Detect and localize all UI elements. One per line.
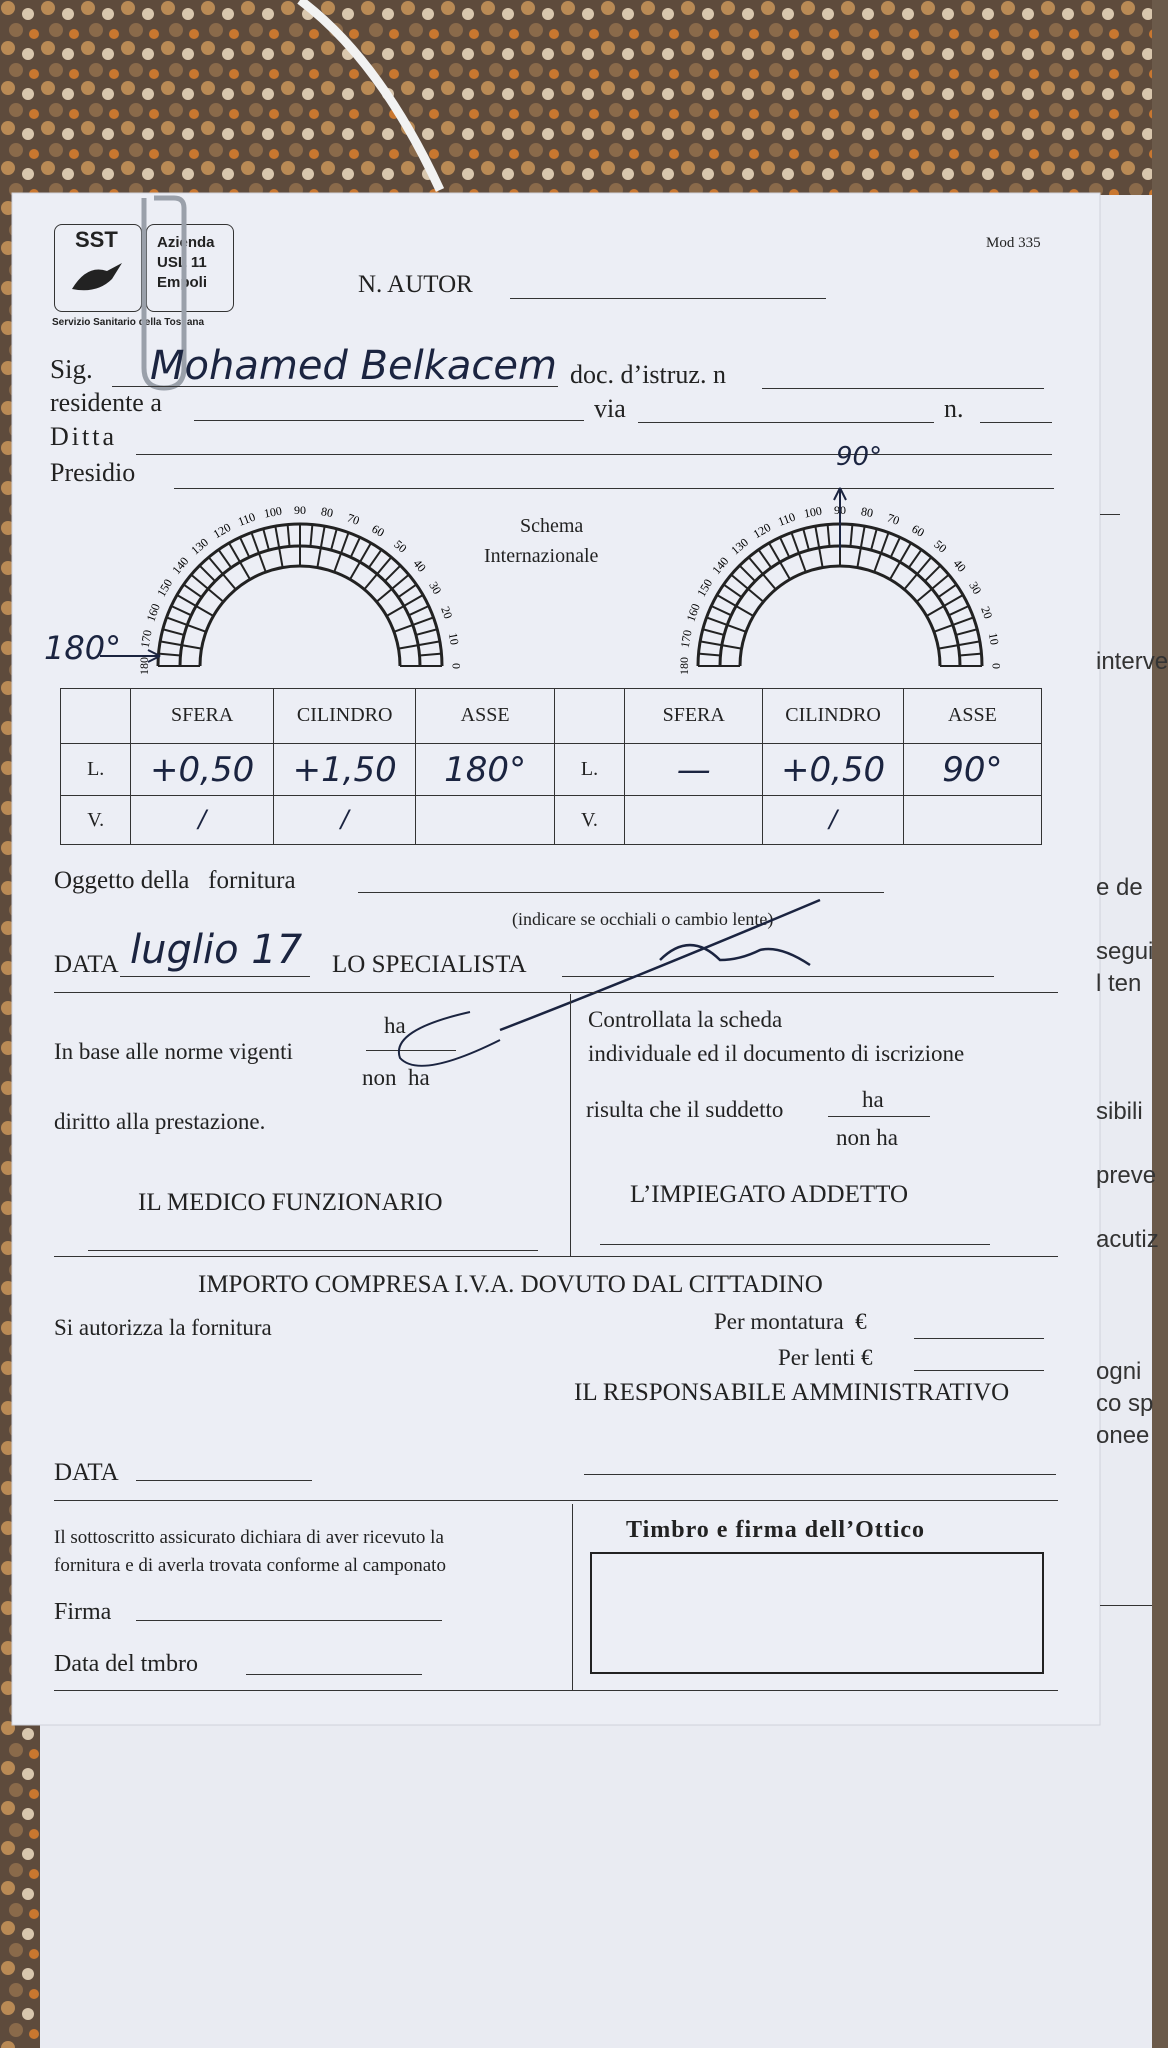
table-header: CILINDRO	[763, 689, 904, 744]
bg-fragment: co sp	[1096, 1390, 1154, 1417]
data-tmbro-label: Data del tmbro	[54, 1651, 198, 1677]
diritto-label: diritto alla prestazione.	[54, 1109, 266, 1134]
dial-label: 80	[860, 504, 875, 521]
right-axis-note: 90°	[836, 442, 883, 472]
via-field[interactable]	[638, 422, 934, 423]
timbro-title: Timbro e firma dell’Ottico	[626, 1517, 926, 1543]
bg-fragment: preve	[1096, 1162, 1157, 1189]
dial-label: 180	[676, 657, 691, 675]
data-value: luglio 17	[130, 927, 303, 973]
medico-label: IL MEDICO FUNZIONARIO	[138, 1189, 443, 1216]
dial-left	[137, 503, 464, 675]
table-cell	[416, 743, 554, 796]
data2-field[interactable]	[136, 1480, 312, 1481]
dial-tick	[163, 629, 184, 635]
dial-tick	[850, 525, 852, 547]
dial-label: 20	[438, 604, 456, 621]
sottoscritto-text-2: fornitura e di averla trovata conforme al camponato	[54, 1555, 446, 1576]
table-cell	[131, 796, 274, 845]
handwritten-value: 180°	[444, 749, 527, 790]
si-autorizza-label: Si autorizza la fornitura	[54, 1315, 272, 1340]
bg-fragment: segui	[1096, 938, 1154, 965]
table-cell	[903, 743, 1041, 796]
table-cell	[273, 743, 416, 796]
dial-tick	[229, 543, 250, 579]
dial-tick	[350, 543, 371, 579]
axis-dials	[0, 440, 1152, 680]
dial-label: 0	[449, 663, 464, 669]
dial-label: 130	[728, 535, 751, 558]
dial-tick	[740, 566, 756, 582]
dial-label: 30	[426, 579, 445, 597]
handwritten-value: /	[829, 805, 838, 834]
ha-option-2[interactable]: ha	[862, 1087, 884, 1112]
bg-fragment: acutiz	[1096, 1226, 1159, 1253]
divider-vertical	[572, 1504, 573, 1690]
dial-tick	[699, 654, 721, 656]
dial-tick	[310, 525, 312, 547]
dial-label: 40	[950, 556, 969, 575]
dial-label: 110	[235, 509, 258, 529]
divider	[54, 1256, 1058, 1257]
non-ha-option[interactable]: non ha	[362, 1065, 430, 1090]
table-cell	[763, 743, 904, 796]
table-cell	[763, 796, 904, 845]
via-label: via	[594, 394, 626, 423]
dial-label: 100	[262, 503, 283, 521]
numero-label: n.	[944, 394, 964, 423]
responsabile-label: IL RESPONSABILE AMMINISTRATIVO	[574, 1379, 1010, 1406]
dial-label: 100	[802, 503, 823, 521]
dial-label: 90	[294, 502, 306, 517]
table-cell	[273, 796, 416, 845]
handwritten-value: +0,50	[780, 749, 886, 790]
dial-tick	[949, 606, 969, 615]
dial-tick	[803, 529, 809, 550]
bg-fragment: ogni	[1096, 1358, 1142, 1385]
controllata-label-2: individuale ed il documento di iscrizione	[588, 1041, 965, 1066]
bg-fragment: sibili	[1096, 1098, 1143, 1125]
dial-tick	[351, 537, 360, 557]
dial-tick	[828, 525, 830, 547]
data-tmbro-field[interactable]	[246, 1674, 422, 1675]
dial-tick	[409, 606, 429, 615]
dial-tick	[960, 654, 982, 656]
dial-label: 50	[391, 537, 410, 556]
handwritten-value: /	[340, 805, 349, 834]
dial-tick	[263, 529, 269, 550]
dial-label: 180	[136, 657, 151, 675]
divider	[54, 992, 1058, 993]
dial-label: 60	[909, 521, 927, 540]
sst-logo-text: SST	[75, 227, 118, 252]
dial-tick	[177, 595, 213, 616]
table-cell	[416, 796, 554, 845]
table-cell	[625, 796, 763, 845]
schema-label-2: Internazionale	[484, 545, 599, 567]
impiegato-field[interactable]	[600, 1244, 990, 1245]
mod-number: Mod 335	[986, 235, 1041, 251]
dial-label: 160	[683, 601, 703, 624]
dial-tick	[717, 595, 753, 616]
dial-label: 20	[978, 604, 996, 621]
dial-tick	[724, 585, 742, 598]
dial-label: 120	[750, 520, 774, 542]
prescription-table	[60, 688, 1042, 845]
dial-tick	[369, 550, 382, 568]
indicare-note: (indicare se occhiali o cambio lente)	[512, 909, 774, 929]
dial-tick	[909, 550, 922, 568]
ha-mark	[380, 1010, 520, 1080]
table-cell	[903, 796, 1041, 845]
dial-label: 60	[369, 521, 387, 540]
firma-label: Firma	[54, 1599, 112, 1625]
risulta-label: risulta che il suddetto	[586, 1097, 784, 1122]
bg-line	[1100, 1605, 1152, 1606]
dial-tick	[416, 629, 437, 635]
handwritten-value: 90°	[942, 749, 1003, 790]
oggetto-label: Oggetto della fornitura	[54, 867, 296, 894]
divider	[54, 1690, 1058, 1691]
dial-label: 90	[834, 502, 846, 517]
bg-fragment: e de	[1096, 874, 1143, 901]
dial-label: 160	[143, 601, 163, 624]
per-montatura-field[interactable]	[914, 1338, 1044, 1339]
dial-arc	[740, 566, 940, 666]
presidio-label: Presidio	[50, 458, 136, 487]
sst-logo	[54, 224, 142, 312]
dial-label: 0	[989, 663, 1004, 669]
bg-fragment: onee	[1096, 1422, 1150, 1449]
dial-tick	[890, 543, 911, 579]
sig-label: Sig.	[50, 354, 93, 384]
doc-istruz-label: doc. d’istruz. n	[570, 360, 726, 389]
table-header: SFERA	[131, 689, 274, 744]
dial-label: 120	[210, 520, 234, 542]
dial-tick	[780, 537, 789, 557]
doc-istruz-field[interactable]	[762, 388, 1044, 389]
dial-label: 10	[445, 631, 462, 646]
handwritten-value: —	[676, 749, 711, 790]
pegasus-icon	[67, 259, 127, 299]
table-cell	[625, 743, 763, 796]
row-label: V.	[61, 796, 131, 845]
firma-field[interactable]	[136, 1620, 442, 1621]
dial-tick	[398, 585, 416, 598]
dial-label: 80	[320, 504, 335, 521]
divider	[54, 1500, 1058, 1501]
dial-label: 10	[985, 631, 1002, 646]
row-label: V.	[554, 796, 624, 845]
dial-label: 70	[345, 510, 362, 528]
dial-tick	[387, 595, 423, 616]
dial-tick	[769, 543, 790, 579]
dial-tick	[925, 566, 941, 582]
data-field[interactable]	[120, 976, 310, 977]
handwritten-value: /	[198, 805, 207, 834]
dial-tick	[956, 629, 977, 635]
per-montatura-label: Per montatura €	[714, 1309, 867, 1334]
sottoscritto-text: Il sottoscritto assicurato dichiara di aver ricevuto la	[54, 1527, 444, 1548]
left-axis-note: 180°	[44, 629, 122, 667]
residente-label: residente a	[50, 388, 162, 417]
dial-tick	[331, 529, 337, 550]
dial-arc	[200, 566, 400, 666]
ha-option[interactable]: ha	[384, 1013, 406, 1038]
dial-label: 110	[775, 509, 798, 529]
table-header: CILINDRO	[273, 689, 416, 744]
dial-tick	[219, 550, 232, 568]
per-lenti-label: Per lenti €	[778, 1345, 873, 1370]
row-label: L.	[554, 743, 624, 796]
logo-footer: Servizio Sanitario della Toscana	[52, 317, 205, 328]
residente-field[interactable]	[194, 420, 584, 421]
handwritten-value: +0,50	[150, 749, 255, 790]
dial-tick	[711, 606, 731, 615]
dial-label: 140	[169, 554, 192, 577]
dial-label: 50	[931, 537, 950, 556]
dial-tick	[200, 566, 216, 582]
per-lenti-field[interactable]	[914, 1370, 1044, 1371]
table-header: ASSE	[903, 689, 1041, 744]
dial-tick	[171, 606, 191, 615]
dial-tick	[891, 537, 900, 557]
responsabile-field[interactable]	[584, 1474, 1056, 1475]
dial-label: 140	[709, 554, 732, 577]
data2-label: DATA	[54, 1459, 119, 1486]
specialista-label: LO SPECIALISTA	[332, 951, 527, 978]
table-cell	[131, 743, 274, 796]
dial-label: 30	[966, 579, 985, 597]
dial-tick	[385, 566, 401, 582]
ha-separator-2	[828, 1116, 930, 1117]
right-axis-arrow	[834, 488, 846, 550]
dial-label: 150	[694, 576, 716, 600]
dial-label: 170	[677, 628, 695, 649]
dial-label: 170	[137, 628, 155, 649]
handwritten-value: +1,50	[292, 749, 397, 790]
divider-vertical	[570, 994, 571, 1256]
table-header: SFERA	[625, 689, 763, 744]
ditta-label: Ditta	[50, 422, 117, 451]
bg-fragment: l ten	[1096, 970, 1142, 997]
dial-label: 130	[188, 535, 211, 558]
numero-field[interactable]	[980, 422, 1052, 423]
dial-label: 70	[885, 510, 902, 528]
oggetto-field[interactable]	[358, 892, 884, 893]
dial-tick	[184, 585, 202, 598]
medico-field[interactable]	[88, 1250, 538, 1251]
non-ha-option-2[interactable]: non ha	[836, 1125, 898, 1150]
dial-label: 40	[410, 556, 429, 575]
impiegato-label: L’IMPIEGATO ADDETTO	[630, 1181, 909, 1208]
dial-tick	[703, 629, 724, 635]
dial-tick	[871, 529, 877, 550]
table-header	[61, 689, 131, 744]
dial-tick	[938, 585, 956, 598]
bg-fragment: interve	[1096, 648, 1168, 675]
n-autor-label: N. AUTOR	[358, 271, 473, 298]
azienda-logo-text: Azienda USL 11 Empoli	[157, 234, 215, 291]
schema-label: Schema	[520, 515, 584, 537]
dial-tick	[288, 525, 290, 547]
dial-tick	[759, 550, 772, 568]
table-header	[554, 689, 624, 744]
timbro-box[interactable]	[590, 1552, 1044, 1674]
patient-name: Mohamed Belkacem	[150, 343, 557, 389]
controllata-label: Controllata la scheda	[588, 1007, 783, 1032]
importo-title: IMPORTO COMPRESA I.V.A. DOVUTO DAL CITTADINO	[198, 1271, 823, 1298]
data-label: DATA	[54, 951, 119, 978]
row-label: L.	[61, 743, 131, 796]
dial-tick	[927, 595, 963, 616]
n-autor-field[interactable]	[510, 298, 826, 299]
dial-tick	[159, 654, 181, 656]
dial-tick	[420, 654, 442, 656]
in-base-label: In base alle norme vigenti	[54, 1039, 293, 1064]
table-header: ASSE	[416, 689, 554, 744]
dial-tick	[240, 537, 249, 557]
dial-label: 150	[154, 576, 176, 600]
